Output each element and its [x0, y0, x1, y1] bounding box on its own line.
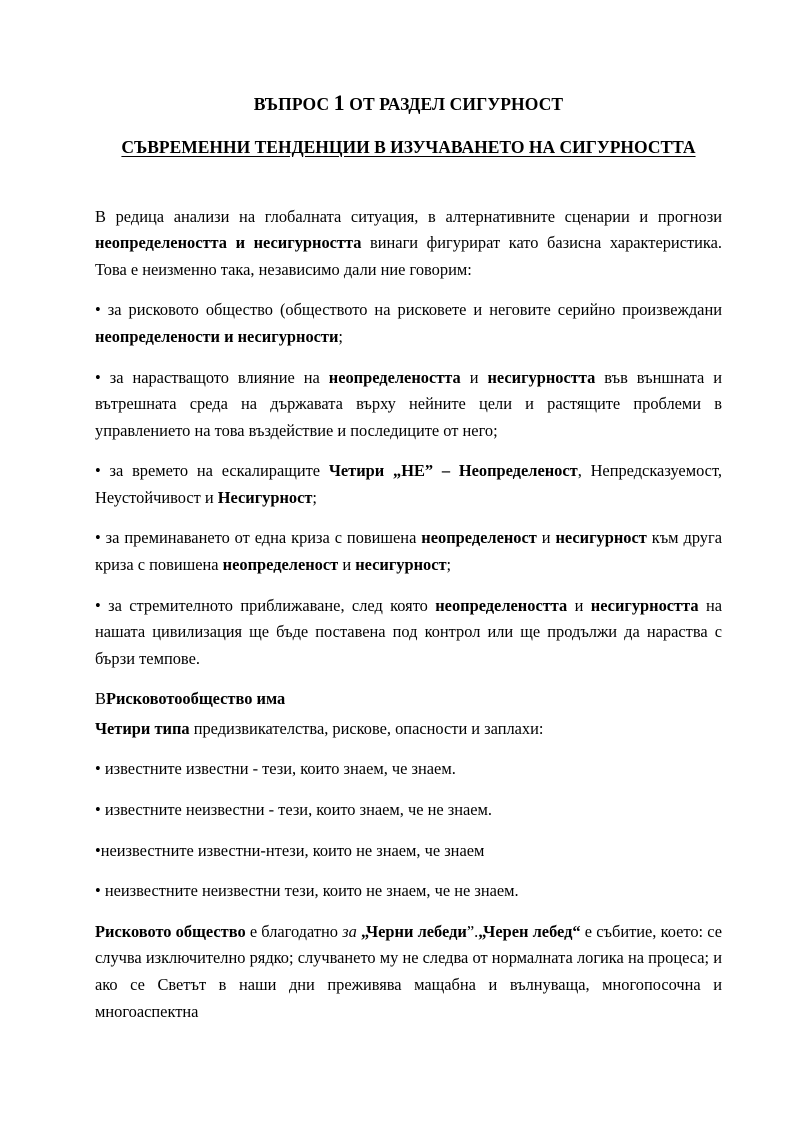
bullet5-text-2: и [567, 595, 591, 615]
bullet5-bold-2: несигурността [590, 595, 699, 615]
risk-society-heading-line-2 [95, 716, 722, 743]
bullet5-bold-1: неопределеността [435, 595, 568, 615]
bullet2-text-1: • за нарастващото влияние на [95, 367, 329, 387]
intro-bold-1: неопределеността и несигурността [95, 233, 362, 253]
document-body [95, 92, 722, 1025]
bullet4-text-3: към друга криза с повишена [95, 528, 722, 574]
bullet3-text-3: ; [312, 487, 317, 507]
bullet1-bold-1: неопределености и несигурности [95, 326, 339, 346]
black-swan-text-2: ”. [466, 921, 479, 941]
black-swan-text-3: е събитие, което: се случва изключително рядко; случването му не следва от нормалната логика на процеса; и ако се Светът в наши дни преживява мащабна и вълнуваща, многопосочна и многоаспектна [95, 921, 722, 1021]
bullet1-text-1: • за рисковото общество (обществото на рисковете и неговите серийно произвеждани [95, 300, 722, 320]
list-item-unknown-unknown: • неизвестните неизвестни тези, които не знаем, че не знаем. [95, 881, 519, 901]
page-subtitle: СЪВРЕМЕННИ ТЕНДЕНЦИИ В ИЗУЧАВАНЕТО НА СИГУРНОСТТА [121, 136, 696, 157]
bullet2-text-3: във външната и вътрешната среда на държавата върху нейните цели и растящите проблеми в управлението на това въздействие и последиците от него; [95, 367, 722, 440]
bullet1-text-2: ; [338, 326, 343, 346]
intro-text-2: винаги фигурират като базисна характеристика. Това е неизменно така, независимо дали ние говорим: [95, 233, 722, 279]
bullet3-bold-2: Несигурност [217, 487, 313, 507]
bullet4-bold-4: несигурност [355, 554, 447, 574]
bullet2-bold-2: несигурността [487, 367, 596, 387]
risk-society-bold-2: има [252, 689, 286, 709]
intro-text-1: В редица анализи на глобалната ситуация, в алтернативните сценарии и прогнози [95, 206, 722, 226]
list-item-known-known: • известните известни - тези, които знаем, че знаем. [95, 759, 456, 779]
bullet-crisis-transition [95, 525, 722, 578]
bullet5-text-1: • за стремителното приближаване, след която [95, 595, 436, 615]
bullet3-bold-1: Четири „НЕ” – Неопределеност [328, 461, 578, 481]
risk-society-bold-1: Рисковотообщество [105, 689, 253, 709]
bullet2-text-2: и [460, 367, 488, 387]
four-types-bold: Четири типа [95, 718, 190, 738]
bullet-four-ne [95, 458, 722, 511]
paragraph-intro [95, 204, 722, 284]
bullet4-text-5: ; [446, 554, 452, 574]
bullet2-bold-1: неопределеността [328, 367, 461, 387]
bullet-risk-society [95, 297, 722, 350]
risk-society-prefix: В [95, 689, 106, 709]
bullet-growing-influence [95, 365, 722, 445]
black-swan-bold-3: „Черен лебед“ [478, 921, 581, 941]
paragraph-black-swan [95, 919, 722, 1025]
risk-society-heading-line-1 [95, 686, 722, 713]
bullet4-bold-1: неопределеност [421, 528, 537, 548]
bullet4-bold-3: неопределеност [222, 554, 339, 574]
bullet-rapid-approach [95, 593, 722, 673]
page-title [95, 92, 722, 117]
list-item-known-unknown: • известните неизвестни - тези, които знаем, че не знаем. [95, 800, 492, 820]
bullet4-text-4: и [338, 554, 356, 574]
bullet3-text-1: • за времето на ескалиращите [95, 461, 329, 481]
four-types-text: предизвикателства, рискове, опасности и заплахи: [189, 718, 544, 738]
page-title-suffix: ОТ РАЗДЕЛ СИГУРНОСТ [344, 94, 564, 114]
black-swan-text-1: е благодатно [245, 921, 343, 941]
black-swan-bold-1: Рисковото общество [95, 921, 246, 941]
bullet4-text-2: и [536, 528, 556, 548]
bullet4-bold-2: несигурност [555, 528, 647, 548]
list-item-unknown-known: •неизвестните известни-нтези, които не знаем, че знаем [95, 840, 485, 860]
black-swan-italic-1: за [342, 921, 357, 941]
bullet4-text-1: • за преминаването от една криза с повишена [95, 528, 422, 548]
black-swan-bold-2: „Черни лебеди [360, 921, 467, 941]
page-title-prefix: ВЪПРОС [253, 94, 334, 114]
page-title-number: 1 [333, 90, 345, 115]
bullet5-text-3: на нашата цивилизация ще бъде поставена под контрол или ще продължи да нараства с бързи темпове. [95, 595, 722, 668]
bullet3-text-2: , Непредсказуемост, Неустойчивост и [95, 461, 722, 507]
